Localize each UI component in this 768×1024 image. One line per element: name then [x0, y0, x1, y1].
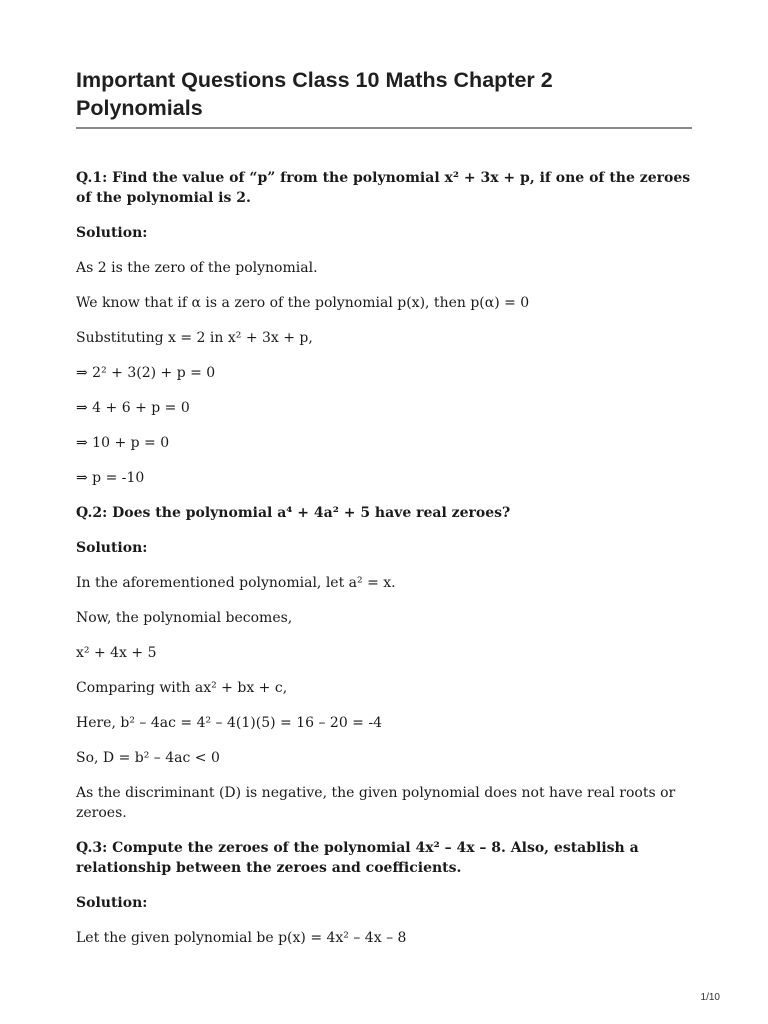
q1-solution-line: Substituting x = 2 in x² + 3x + p,: [76, 330, 313, 346]
q3-solution-line: Let the given polynomial be p(x) = 4x² – 4x – 8: [76, 930, 407, 946]
page-number: 1/10: [700, 992, 720, 1003]
q1-solution-line: ⇒ 4 + 6 + p = 0: [76, 400, 190, 416]
question-1: Q.1: Find the value of “p” from the polynomial x² + 3x + p, if one of the zeroes of the polynomial is 2.: [76, 170, 691, 206]
q1-solution-line: ⇒ 2² + 3(2) + p = 0: [76, 365, 216, 381]
page-title-line-1: Important Questions Class 10 Maths Chapter 2: [76, 68, 553, 92]
q3-solution-label: Solution:: [76, 895, 148, 911]
q2-solution-line: So, D = b² – 4ac < 0: [76, 750, 220, 766]
page-title-line-2: Polynomials: [76, 96, 203, 120]
q2-solution-line: In the aforementioned polynomial, let a² = x.: [76, 575, 396, 591]
q2-solution-line: Here, b² – 4ac = 4² – 4(1)(5) = 16 – 20 = -4: [76, 715, 382, 731]
question-3: Q.3: Compute the zeroes of the polynomial 4x² – 4x – 8. Also, establish a relationship between the zeroes and coefficients.: [76, 840, 639, 876]
q2-solution-label: Solution:: [76, 540, 148, 556]
question-2: Q.2: Does the polynomial a⁴ + 4a² + 5 have real zeroes?: [76, 505, 511, 521]
q2-solution-line: x² + 4x + 5: [76, 645, 157, 661]
title-divider: [76, 127, 692, 129]
q1-solution-line: ⇒ p = -10: [76, 470, 145, 486]
page-title: [76, 66, 696, 122]
document-body: [76, 168, 692, 963]
q1-solution-label: Solution:: [76, 225, 148, 241]
q2-solution-line: Now, the polynomial becomes,: [76, 610, 293, 626]
q2-solution-line: As the discriminant (D) is negative, the given polynomial does not have real roots or zeroes.: [76, 785, 676, 821]
q1-solution-line: ⇒ 10 + p = 0: [76, 435, 170, 451]
q1-solution-line: We know that if α is a zero of the polynomial p(x), then p(α) = 0: [76, 295, 530, 311]
q2-solution-line: Comparing with ax² + bx + c,: [76, 680, 288, 696]
q1-solution-line: As 2 is the zero of the polynomial.: [76, 260, 318, 276]
